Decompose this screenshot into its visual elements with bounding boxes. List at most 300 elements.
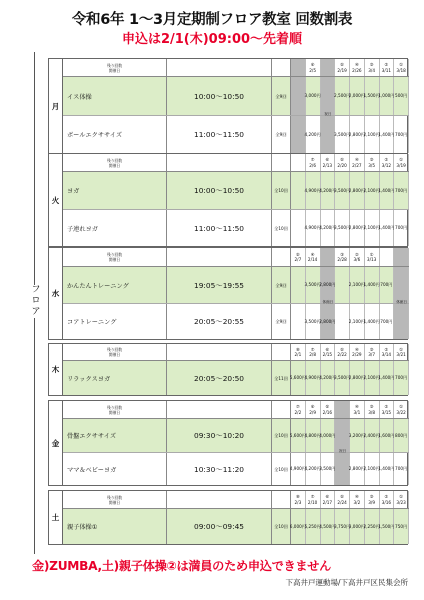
price-cell: 1,000円	[380, 77, 395, 115]
session-number: ⑥	[325, 346, 330, 352]
price-cell	[335, 267, 350, 303]
session-number: ⑤	[340, 62, 344, 68]
header-date-cell	[394, 491, 409, 508]
price-cell: 2,800円	[350, 361, 365, 395]
session-number: ②	[384, 494, 389, 500]
price-cell: 2,100円	[365, 172, 380, 209]
session-date: 3/4	[368, 67, 375, 73]
header-date-cell	[291, 59, 306, 76]
price-cell: 2,800円	[350, 116, 365, 153]
price-cell: 3,500円	[306, 267, 321, 303]
session-number: ④	[310, 251, 315, 257]
header-date-cell	[350, 154, 365, 171]
session-date: 3/11	[381, 67, 392, 73]
price-cell: 3,500円	[335, 210, 350, 246]
session-date: 3/21	[396, 352, 406, 357]
class-count: 全10回	[272, 509, 291, 544]
price-cell: 1,600円	[380, 419, 395, 452]
header-date-cell	[321, 491, 336, 508]
price-cell: 4,900円	[291, 453, 306, 485]
header-date-cell	[394, 59, 409, 76]
header-count-cell	[272, 401, 291, 418]
header-date-cell	[321, 248, 336, 266]
price-cell: 4,200円	[306, 453, 321, 485]
day-label: 金	[49, 401, 63, 485]
session-date: 2/2	[294, 409, 302, 415]
header-date-cell	[321, 154, 336, 171]
session-date: 2/7	[294, 257, 302, 262]
session-number: ④	[354, 62, 359, 68]
class-time: 10:00～10:50	[167, 77, 272, 115]
day-label: 木	[49, 344, 63, 395]
class-row	[63, 172, 409, 209]
session-number: ②	[384, 404, 389, 410]
session-date: 2/9	[309, 409, 316, 415]
header-remaining-label: 残り回数	[106, 157, 123, 163]
header-date-cell	[365, 401, 380, 418]
session-date: 3/22	[396, 409, 406, 415]
closed-cell: 2,800円	[321, 267, 336, 303]
price-cell: 2,250円	[365, 509, 380, 544]
session-number: ②	[384, 346, 389, 352]
session-number: ①	[399, 62, 403, 68]
header-row	[63, 154, 409, 172]
session-date: 3/18	[396, 67, 406, 73]
header-date-cell	[365, 344, 380, 360]
class-time: 19:05～19:55	[167, 267, 272, 303]
header-row	[63, 248, 409, 267]
day-block-2	[48, 247, 408, 340]
header-date-label: 開催日	[108, 67, 121, 73]
closed-cell: 2,800円	[321, 304, 336, 339]
header-count-cell	[272, 248, 291, 266]
header-date-label: 開催日	[108, 499, 121, 505]
price-cell: 2,100円	[365, 116, 380, 153]
header-date-cell	[394, 154, 409, 171]
session-number: ⑥	[325, 157, 330, 163]
class-name: イス体操	[63, 77, 167, 115]
price-cell	[335, 304, 350, 339]
header-time-cell	[167, 401, 272, 418]
session-date: 3/14	[381, 352, 392, 357]
header-date-cell	[350, 491, 365, 508]
header-date-cell	[335, 401, 350, 418]
header-date-cell	[335, 344, 350, 360]
session-date: 2/22	[337, 352, 347, 357]
class-row	[63, 77, 409, 115]
price-cell: 2,500円	[335, 77, 350, 115]
session-date: 3/9	[368, 499, 375, 505]
header-date-cell	[291, 401, 306, 418]
session-number: ⑦	[310, 494, 315, 500]
price-cell: 3,750円	[335, 509, 350, 544]
price-cell: 700円	[394, 172, 409, 209]
class-count: 全9回	[272, 304, 291, 339]
header-date-cell	[380, 491, 395, 508]
header-remaining-label: 残り回数	[106, 62, 123, 68]
session-date: 2/10	[307, 499, 318, 505]
header-remaining-label: 残り回数	[106, 347, 123, 352]
session-number: ⑧	[295, 494, 300, 500]
header-date-cell	[291, 491, 306, 508]
session-date: 3/7	[368, 352, 375, 357]
session-number: ⑥	[310, 404, 315, 410]
class-count: 全9回	[272, 77, 291, 115]
session-date: 3/19	[396, 162, 406, 168]
session-number: ④	[354, 404, 359, 410]
class-count: 全10回	[272, 419, 291, 452]
header-date-cell	[350, 401, 365, 418]
header-date-cell	[306, 154, 321, 171]
session-number: ①	[399, 157, 403, 163]
class-name: かんたんトレーニング	[63, 267, 167, 303]
price-cell: 1,400円	[380, 116, 395, 153]
header-date-cell	[306, 401, 321, 418]
header-date-cell	[365, 59, 380, 76]
class-count: 全10回	[272, 172, 291, 209]
header-date-cell	[380, 248, 395, 266]
price-cell: 2,100円	[365, 210, 380, 246]
class-name: リラックスヨガ	[63, 361, 167, 395]
session-number: ④	[354, 346, 359, 352]
page-title: 令和6年 1～3月定期制フロア教室 回数割表	[71, 12, 353, 28]
class-row	[63, 303, 409, 339]
session-date: 3/6	[353, 257, 361, 262]
header-date-cell	[321, 401, 336, 418]
header-label	[63, 154, 167, 171]
header-count-cell	[272, 59, 291, 76]
price-cell: 700円	[380, 267, 395, 303]
session-number: ③	[369, 494, 374, 500]
header-date-cell	[380, 59, 395, 76]
price-cell: 4,500円	[321, 509, 336, 544]
header-label	[63, 59, 167, 76]
class-row	[63, 209, 409, 246]
class-time: 10:30～11:20	[167, 453, 272, 485]
session-number: ①	[399, 346, 403, 352]
session-date: 2/20	[337, 162, 347, 168]
session-number: ⑦	[295, 404, 300, 410]
price-cell: 1,400円	[380, 172, 395, 209]
class-count: 全9回	[272, 267, 291, 303]
full-notice: 金)ZUMBA,土)親子体操②は満員のため申込できません	[32, 559, 332, 573]
header-date-cell	[306, 248, 321, 266]
price-cell	[291, 267, 306, 303]
class-row	[63, 361, 409, 395]
price-cell: 3,500円	[306, 304, 321, 339]
session-date: 2/13	[322, 162, 333, 168]
day-block-0	[48, 58, 408, 154]
class-name: ボールエクササイズ	[63, 116, 167, 153]
class-name: ヨガ	[63, 172, 167, 209]
session-date: 2/5	[309, 67, 316, 73]
day-block-1	[48, 153, 408, 247]
price-cell: 2,800円	[350, 172, 365, 209]
session-date: 2/8	[309, 352, 316, 357]
class-time: 09:30～10:20	[167, 419, 272, 452]
session-date: 2/3	[294, 499, 302, 505]
session-number: ③	[369, 62, 374, 68]
session-date: 3/16	[381, 499, 392, 505]
header-date-label: 開催日	[108, 352, 121, 357]
closed-label: 祝日	[324, 112, 332, 117]
header-date-cell	[335, 59, 350, 76]
class-row	[63, 267, 409, 303]
closed-label: 祝日	[339, 449, 347, 454]
price-cell: 1,400円	[380, 361, 395, 395]
header-remaining-label: 残り回数	[106, 494, 123, 500]
closed-cell	[291, 77, 306, 115]
price-cell: 2,000円	[350, 77, 365, 115]
price-cell: 4,000円	[321, 419, 336, 452]
price-cell: 3,500円	[335, 361, 350, 395]
class-count: 全9回	[272, 116, 291, 153]
price-cell: 1,400円	[380, 453, 395, 485]
session-number: ③	[340, 251, 344, 257]
price-cell: 1,500円	[380, 509, 395, 544]
side-label-floor: フロア	[29, 285, 43, 318]
session-number: ②	[384, 62, 389, 68]
header-time-cell	[167, 344, 272, 360]
price-cell: 5,600円	[291, 419, 306, 452]
session-date: 2/17	[322, 499, 333, 505]
class-row	[63, 509, 409, 544]
header-row	[63, 344, 409, 361]
day-block-5	[48, 490, 408, 545]
session-date: 3/2	[353, 499, 361, 505]
closed-cell	[291, 116, 306, 153]
price-cell: 2,100円	[350, 304, 365, 339]
header-date-cell	[394, 344, 409, 360]
price-cell: 4,200円	[321, 210, 336, 246]
price-cell: 800円	[394, 419, 409, 452]
price-cell: 2,800円	[350, 453, 365, 485]
price-cell: 3,500円	[335, 116, 350, 153]
price-cell: 750円	[394, 509, 409, 544]
application-notice: 申込は2/1(木)09:00～先着順	[121, 32, 303, 47]
price-cell	[291, 210, 306, 246]
price-cell	[291, 172, 306, 209]
day-label: 火	[49, 154, 63, 246]
day-label: 土	[49, 491, 63, 544]
class-time: 11:00～11:50	[167, 210, 272, 246]
price-cell: 700円	[394, 116, 409, 153]
price-cell: 2,100円	[365, 361, 380, 395]
header-count-cell	[272, 154, 291, 171]
class-time: 11:00～11:50	[167, 116, 272, 153]
price-cell: 3,500円	[335, 172, 350, 209]
price-cell: 4,900円	[306, 361, 321, 395]
header-date-cell	[306, 59, 321, 76]
header-label	[63, 401, 167, 418]
price-cell: 3,200円	[350, 419, 365, 452]
class-name: コアトレーニング	[63, 304, 167, 339]
header-date-cell	[380, 154, 395, 171]
class-row	[63, 419, 409, 452]
header-time-cell	[167, 154, 272, 171]
price-cell: 700円	[394, 453, 409, 485]
header-time-cell	[167, 59, 272, 76]
header-date-cell	[394, 248, 409, 266]
session-date: 2/28	[337, 257, 347, 262]
price-cell: 3,500円	[321, 453, 336, 485]
session-number: ③	[369, 157, 374, 163]
price-cell: 700円	[394, 210, 409, 246]
header-date-cell	[335, 248, 350, 266]
header-date-cell	[291, 248, 306, 266]
price-cell: 1,500円	[365, 77, 380, 115]
header-date-cell	[291, 154, 306, 171]
header-date-cell	[350, 248, 365, 266]
class-row	[63, 452, 409, 485]
session-date: 2/6	[309, 162, 316, 168]
session-date: 2/27	[352, 162, 362, 168]
day-label: 水	[49, 248, 63, 339]
session-number: ②	[354, 251, 359, 257]
price-cell: 4,200円	[306, 116, 321, 153]
price-cell: 500円	[394, 77, 409, 115]
class-time: 20:05～20:55	[167, 304, 272, 339]
session-date: 3/8	[368, 409, 375, 415]
class-time: 20:05～20:50	[167, 361, 272, 395]
session-date: 2/1	[294, 352, 302, 357]
session-number: ④	[354, 157, 359, 163]
header-count-cell	[272, 344, 291, 360]
day-label: 月	[49, 59, 63, 153]
price-cell: 700円	[394, 361, 409, 395]
header-date-cell	[306, 344, 321, 360]
session-date: 2/19	[337, 67, 347, 73]
header-date-cell	[335, 491, 350, 508]
session-number: ⑤	[325, 404, 330, 410]
header-date-cell	[350, 344, 365, 360]
closed-label: 休館日	[396, 300, 408, 305]
price-cell: 1,400円	[365, 267, 380, 303]
header-time-cell	[167, 491, 272, 508]
day-block-3	[48, 343, 408, 396]
header-remaining-label: 残り回数	[106, 252, 123, 257]
header-date-cell	[365, 154, 380, 171]
price-cell: 3,000円	[350, 509, 365, 544]
price-cell: 4,900円	[306, 172, 321, 209]
header-row	[63, 491, 409, 509]
session-date: 3/1	[353, 409, 361, 415]
price-cell: 2,100円	[350, 267, 365, 303]
class-name: 親子体操①	[63, 509, 167, 544]
price-cell: 4,200円	[321, 361, 336, 395]
session-number: ③	[369, 346, 374, 352]
price-cell: 5,250円	[306, 509, 321, 544]
price-cell: 4,800円	[306, 419, 321, 452]
price-cell: 6,000円	[291, 509, 306, 544]
session-date: 3/23	[396, 499, 406, 505]
header-date-cell	[350, 59, 365, 76]
session-number: ①	[399, 494, 403, 500]
session-date: 2/26	[352, 67, 362, 73]
class-count: 全10回	[272, 210, 291, 246]
header-date-cell	[321, 59, 336, 76]
session-date: 3/12	[381, 162, 392, 168]
session-number: ⑧	[295, 346, 300, 352]
header-date-cell	[365, 491, 380, 508]
header-date-label: 開催日	[108, 409, 121, 415]
header-date-label: 開催日	[108, 257, 121, 262]
class-row	[63, 115, 409, 153]
header-date-cell	[321, 344, 336, 360]
header-remaining-label: 残り回数	[106, 404, 123, 410]
class-name: 子連れヨガ	[63, 210, 167, 246]
closed-label: 休館日	[322, 300, 334, 305]
session-date: 2/15	[322, 352, 333, 357]
header-date-cell	[380, 344, 395, 360]
class-time: 09:00～09:45	[167, 509, 272, 544]
header-label	[63, 248, 167, 266]
class-count: 全11回	[272, 361, 291, 395]
header-date-cell	[335, 154, 350, 171]
header-date-cell	[380, 401, 395, 418]
session-number: ⑦	[310, 346, 315, 352]
price-cell: 3,000円	[306, 77, 321, 115]
session-number: ⑤	[340, 157, 344, 163]
header-label	[63, 344, 167, 360]
session-number: ②	[384, 157, 389, 163]
session-date: 2/29	[352, 352, 362, 357]
session-number: ①	[369, 251, 374, 257]
day-block-4	[48, 400, 408, 486]
header-date-label: 開催日	[108, 162, 121, 168]
price-cell: 4,200円	[321, 172, 336, 209]
price-cell	[291, 304, 306, 339]
organization-name: 下高井戸運動場/下高井戸区民集会所	[285, 578, 408, 587]
header-date-cell	[365, 248, 380, 266]
header-date-cell	[394, 401, 409, 418]
price-cell: 5,600円	[291, 361, 306, 395]
header-date-cell	[306, 491, 321, 508]
session-number: ①	[399, 404, 403, 410]
header-count-cell	[272, 491, 291, 508]
header-label	[63, 491, 167, 508]
price-cell: 2,400円	[365, 419, 380, 452]
session-number: ⑦	[310, 157, 315, 163]
price-cell: 4,900円	[306, 210, 321, 246]
session-number: ④	[354, 494, 359, 500]
header-date-cell	[291, 344, 306, 360]
session-number: ⑥	[325, 494, 330, 500]
price-cell: 1,400円	[380, 210, 395, 246]
class-name: ママ＆ベビーヨガ	[63, 453, 167, 485]
session-number: ⑤	[340, 346, 344, 352]
price-cell: 700円	[380, 304, 395, 339]
session-number: ⑤	[340, 494, 344, 500]
price-cell: 2,800円	[350, 210, 365, 246]
session-date: 3/5	[368, 162, 375, 168]
session-number: ⑤	[295, 251, 300, 257]
session-number: ⑥	[310, 62, 315, 68]
session-date: 2/14	[307, 257, 318, 262]
session-date: 3/13	[366, 257, 377, 262]
class-name: 骨盤エクササイズ	[63, 419, 167, 452]
session-number: ③	[369, 404, 374, 410]
class-count: 全10回	[272, 453, 291, 485]
header-row	[63, 59, 409, 77]
header-time-cell	[167, 248, 272, 266]
session-date: 2/16	[322, 409, 333, 415]
price-cell: 1,400円	[365, 304, 380, 339]
header-row	[63, 401, 409, 419]
class-time: 10:00～10:50	[167, 172, 272, 209]
session-date: 2/24	[337, 499, 347, 505]
price-cell: 2,100円	[365, 453, 380, 485]
